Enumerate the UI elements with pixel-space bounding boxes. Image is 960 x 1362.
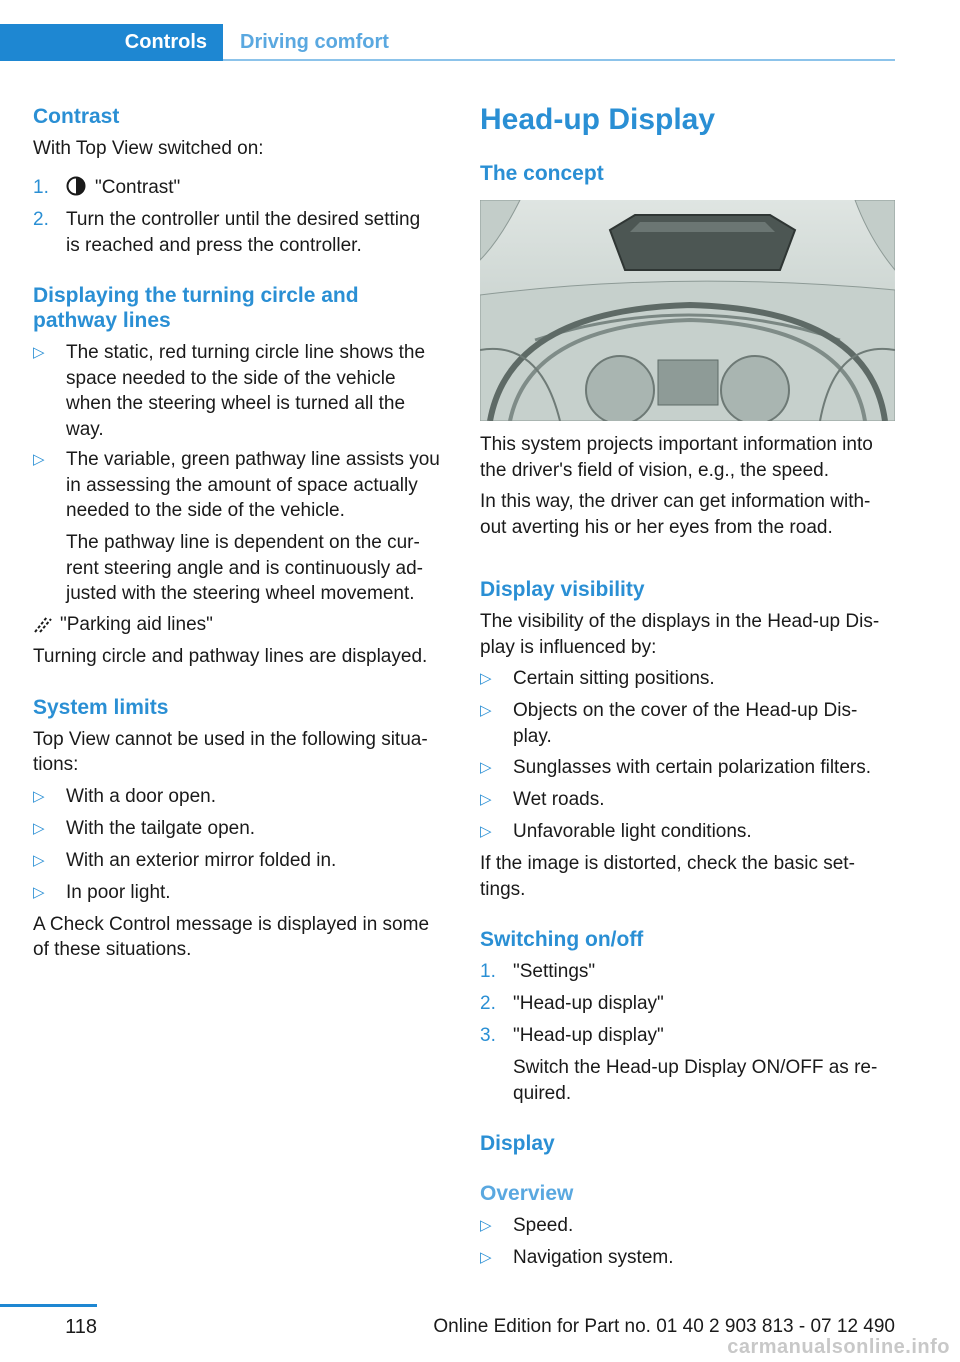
list-item-line: in assessing the amount of space actually <box>66 474 418 496</box>
step-number: 3. <box>480 1025 496 1046</box>
parking-aid-lines-label: "Parking aid lines" <box>60 614 213 635</box>
list-item-text: In poor light. <box>66 882 171 903</box>
bullet-icon: ▷ <box>480 702 492 719</box>
header-rule <box>223 59 895 61</box>
visibility-note-line-2: tings. <box>480 878 526 900</box>
head-up-display-illustration <box>480 200 895 421</box>
contrast-icon <box>66 176 86 204</box>
step-sub-line: Switch the Head-up Display ON/OFF as re‐ <box>513 1057 878 1078</box>
concept-p2-line-2: out averting his or her eyes from the road. <box>480 516 833 538</box>
step-text: "Head-up display" <box>513 993 664 1014</box>
display-visibility-heading: Display visibility <box>480 578 645 601</box>
edition-note: Online Edition for Part no. 01 40 2 903 813 - 07 12 490 <box>433 1316 895 1337</box>
visibility-intro-line-2: play is influenced by: <box>480 636 657 658</box>
list-item-text: With an exterior mirror folded in. <box>66 850 337 871</box>
bullet-icon: ▷ <box>33 852 45 869</box>
bullet-icon: ▷ <box>480 759 492 776</box>
bullet-icon: ▷ <box>33 820 45 837</box>
limits-note-line-1: A Check Control message is displayed in some <box>33 914 430 935</box>
step-number: 1. <box>480 961 496 982</box>
concept-p2-line-1: In this way, the driver can get information with‐ <box>480 491 871 512</box>
section-tab-controls[interactable]: Controls <box>0 24 223 61</box>
list-item-text: Wet roads. <box>513 789 605 810</box>
step-number: 2. <box>33 209 49 230</box>
system-limits-heading: System limits <box>33 696 169 719</box>
list-item-line: when the steering wheel is turned all the <box>66 393 406 414</box>
step-text: "Head-up display" <box>513 1025 664 1046</box>
limits-intro-line-1: Top View cannot be used in the following situa‐ <box>33 729 428 750</box>
overview-heading: Overview <box>480 1182 574 1205</box>
list-item-line: space needed to the side of the vehicle <box>66 367 396 389</box>
page-number: 118 <box>65 1316 97 1338</box>
parking-lines-icon <box>33 614 53 642</box>
contrast-heading: Contrast <box>33 105 120 128</box>
turning-result: Turning circle and pathway lines are displayed. <box>33 646 428 667</box>
bullet-icon: ▷ <box>480 791 492 808</box>
step-number: 1. <box>33 177 49 198</box>
list-item-line: The pathway line is dependent on the cur‐ <box>66 532 420 553</box>
limits-note-line-2: of these situations. <box>33 939 192 960</box>
step-number: 2. <box>480 993 496 1014</box>
step-text: "Contrast" <box>95 177 181 198</box>
list-item-text: Certain sitting positions. <box>513 668 715 689</box>
step-text-line: is reached and press the controller. <box>66 234 362 256</box>
limits-intro-line-2: tions: <box>33 754 79 775</box>
list-item-text: With the tailgate open. <box>66 818 256 839</box>
list-item-text: Unfavorable light conditions. <box>513 821 752 842</box>
page-title: Head-up Display <box>480 103 716 136</box>
bullet-icon: ▷ <box>480 1249 492 1266</box>
footer-rule <box>0 1304 97 1307</box>
contrast-intro: With Top View switched on: <box>33 138 264 159</box>
bullet-icon: ▷ <box>33 884 45 901</box>
bullet-icon: ▷ <box>480 1217 492 1234</box>
bullet-icon: ▷ <box>480 670 492 687</box>
concept-heading: The concept <box>480 162 604 185</box>
step-text-line: Turn the controller until the desired setting <box>66 209 421 230</box>
bullet-icon: ▷ <box>33 344 45 361</box>
turning-heading-line-1: Displaying the turning circle and <box>33 284 359 307</box>
list-item-line: rent steering angle and is continuously ad‐ <box>66 557 424 579</box>
step-text: "Settings" <box>513 961 596 982</box>
step-sub-line: quired. <box>513 1082 572 1104</box>
page-header <box>0 24 895 61</box>
visibility-intro-line-1: The visibility of the displays in the Head-up Dis‐ <box>480 611 880 632</box>
bullet-icon: ▷ <box>480 823 492 840</box>
list-item-text: Speed. <box>513 1215 574 1236</box>
list-item-text: Navigation system. <box>513 1247 674 1268</box>
turning-heading-line-2: pathway lines <box>33 309 171 332</box>
list-item-line: needed to the side of the vehicle. <box>66 500 345 521</box>
concept-p1-line-2: the driver's field of vision, e.g., the speed. <box>480 459 829 481</box>
list-item-text: With a door open. <box>66 786 216 807</box>
list-item-line: The variable, green pathway line assists you <box>66 449 440 470</box>
bullet-icon: ▷ <box>33 451 45 468</box>
list-item-text: Sunglasses with certain polarization filters. <box>513 757 872 778</box>
watermark: carmanualsonline.info <box>727 1336 950 1358</box>
list-item-line: justed with the steering wheel movement. <box>66 583 415 604</box>
bullet-icon: ▷ <box>33 788 45 805</box>
display-heading: Display <box>480 1132 555 1155</box>
list-item-line: way. <box>66 418 104 440</box>
list-item-line: The static, red turning circle line shows the <box>66 342 426 363</box>
concept-p1-line-1: This system projects important information into <box>480 434 873 455</box>
switching-heading: Switching on/off <box>480 928 644 951</box>
visibility-note-line-1: If the image is distorted, check the basic set‐ <box>480 853 855 874</box>
section-tab-driving-comfort[interactable]: Driving comfort <box>240 31 389 53</box>
list-item-line: Objects on the cover of the Head-up Dis‐ <box>513 700 858 721</box>
list-item-line: play. <box>513 725 552 747</box>
